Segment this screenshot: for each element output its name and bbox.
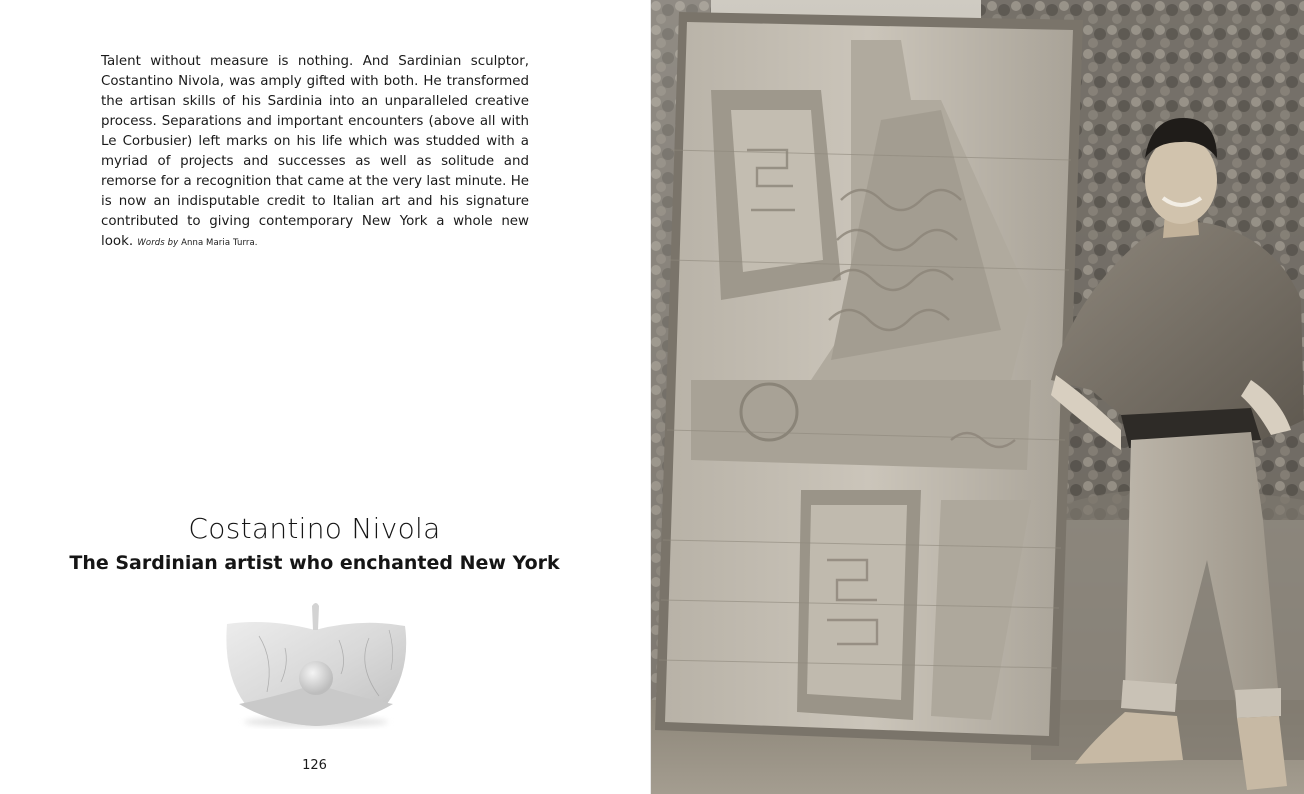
intro-paragraph [101,52,529,253]
credit-prefix: Words by [137,238,179,248]
page-number: 126 [302,758,327,773]
credit-author: Anna Maria Turra. [181,238,258,248]
article-title: Costantino Nivola [188,512,441,545]
photo-illustration [651,0,1304,794]
left-page [0,0,651,794]
author-credit [137,238,257,248]
article-subtitle: The Sardinian artist who enchanted New York [69,552,560,574]
marble-sculpture-image [219,600,413,730]
intro-text: Talent without measure is nothing. And Sardinian sculptor, Costantino Nivola, was amply gifted with both. He transformed the artisan skills of his Sardinia into an unparalleled creative process. Separations and important encounters (above all with Le Corbusier) left marks on his life which was studded with a myriad of projects and successes as well as solitude and remorse for a recognition that came at the very last minute. He is now an indisputable credit to Italian art and his signature contributed to giving contemporary New York a whole new look. [101,54,529,249]
artist-photograph [651,0,1304,794]
